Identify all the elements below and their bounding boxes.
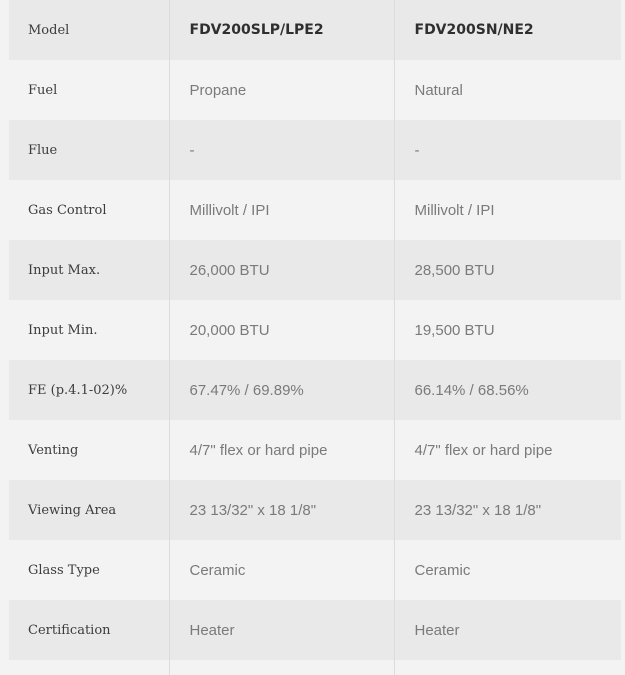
row-value-model-2: 19,500 BTU	[394, 300, 621, 360]
table-row-fuel	[9, 60, 621, 120]
table-row-glass-type	[9, 540, 621, 600]
column-divider	[394, 660, 395, 675]
row-value-model-1: 4/7" flex or hard pipe	[169, 420, 394, 480]
table-header-row	[9, 0, 621, 60]
row-label: Certification	[9, 600, 169, 660]
row-label: Venting	[9, 420, 169, 480]
row-value-model-1: Millivolt / IPI	[169, 180, 394, 240]
table-row-venting	[9, 420, 621, 480]
row-value-model-1: 67.47% / 69.89%	[169, 360, 394, 420]
row-value-model-2: Natural	[394, 60, 621, 120]
header-model-2: FDV200SN/NE2	[394, 0, 621, 60]
row-value-model-2: 23 13/32" x 18 1/8"	[394, 480, 621, 540]
row-label: Gas Control	[9, 180, 169, 240]
row-value-model-2: 66.14% / 68.56%	[394, 360, 621, 420]
row-label: FE (p.4.1-02)%	[9, 360, 169, 420]
row-label: Glass Type	[9, 540, 169, 600]
row-value-model-2: Ceramic	[394, 540, 621, 600]
row-value-model-2: -	[394, 120, 621, 180]
row-label: Viewing Area	[9, 480, 169, 540]
row-label: Input Max.	[9, 240, 169, 300]
row-value-model-2: Millivolt / IPI	[394, 180, 621, 240]
row-value-model-2: 28,500 BTU	[394, 240, 621, 300]
row-label: Input Min.	[9, 300, 169, 360]
table-row-input-max	[9, 240, 621, 300]
table-row-flue	[9, 120, 621, 180]
row-value-model-1: Heater	[169, 600, 394, 660]
spec-table	[9, 0, 621, 660]
row-value-model-1: 20,000 BTU	[169, 300, 394, 360]
table-row-viewing-area	[9, 480, 621, 540]
row-value-model-1: 23 13/32" x 18 1/8"	[169, 480, 394, 540]
row-value-model-1: 26,000 BTU	[169, 240, 394, 300]
row-label: Fuel	[9, 60, 169, 120]
table-row-fe	[9, 360, 621, 420]
table-row-certification	[9, 600, 621, 660]
column-divider	[169, 660, 170, 675]
row-value-model-1: Propane	[169, 60, 394, 120]
row-value-model-2: 4/7" flex or hard pipe	[394, 420, 621, 480]
row-value-model-2: Heater	[394, 600, 621, 660]
row-value-model-1: -	[169, 120, 394, 180]
row-value-model-1: Ceramic	[169, 540, 394, 600]
header-model-1: FDV200SLP/LPE2	[169, 0, 394, 60]
row-label: Flue	[9, 120, 169, 180]
header-label: Model	[9, 0, 169, 60]
table-row-input-min	[9, 300, 621, 360]
table-row-gas-control	[9, 180, 621, 240]
